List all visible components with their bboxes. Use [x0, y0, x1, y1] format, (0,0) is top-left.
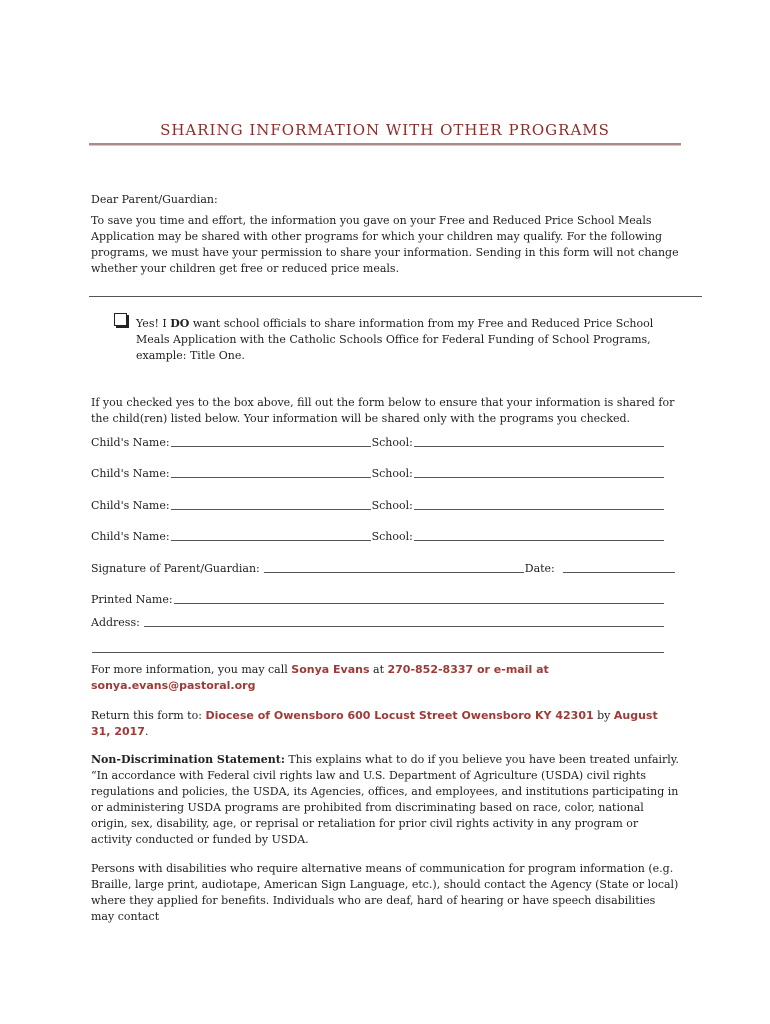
- school-label: School:: [371, 467, 413, 480]
- child-name-field[interactable]: [171, 445, 371, 447]
- school-field[interactable]: [414, 539, 664, 541]
- consent-checkbox[interactable]: [114, 313, 127, 326]
- instructions-paragraph: If you checked yes to the box above, fill out the form below to ensure that your information is shared for the child(ren) listed below. Your information will be shared only with the programs you checked.: [91, 396, 675, 425]
- return-end: .: [144, 725, 149, 738]
- consent-suffix: want school officials to share information from my Free and Reduced Price School Meals Application with the Catholic Schools Office for Federal Funding of School Programs, example: Title One.: [136, 317, 654, 362]
- nondiscrimination-lead: This explains what to do if you believe you have been treated unfairly.: [284, 753, 680, 766]
- child-row-4: [91, 529, 665, 543]
- child-row-2: [91, 466, 665, 480]
- school-field[interactable]: [414, 445, 664, 447]
- school-label: School:: [371, 530, 413, 543]
- return-prefix: Return this form to:: [91, 709, 206, 722]
- child-name-label: Child's Name:: [91, 499, 170, 512]
- return-by: by: [593, 709, 614, 722]
- child-name-field[interactable]: [171, 476, 371, 478]
- school-field[interactable]: [414, 476, 664, 478]
- signature-label: Signature of Parent/Guardian:: [91, 562, 260, 575]
- signature-row: [91, 561, 665, 575]
- contact-paragraph: [91, 662, 681, 694]
- intro-paragraph: To save you time and effort, the information you gave on your Free and Reduced Price School Meals Application may be shared with other programs for which your children may qualify. For the following programs, we must have your permission to share your information. Sending in this form will not change whether your children get free or reduced price meals.: [91, 214, 679, 275]
- contact-at: at: [369, 663, 388, 676]
- signature-field[interactable]: [264, 571, 524, 573]
- return-address: Diocese of Owensboro 600 Locust Street Owensboro KY 42301: [205, 709, 594, 722]
- consent-bold: DO: [170, 317, 190, 330]
- greeting: Dear Parent/Guardian:: [91, 193, 218, 206]
- section-divider: [89, 296, 702, 297]
- disabilities-paragraph: Persons with disabilities who require alternative means of communication for program information (e.g. Braille, large print, audiotape, American Sign Language, etc.), should contact the Agency (State or local) where they applied for benefits. Individuals who are deaf, hard of hearing or have speech disabilities may contact: [91, 862, 679, 923]
- contact-prefix: For more information, you may call: [91, 663, 292, 676]
- school-label: School:: [371, 499, 413, 512]
- nondiscrimination-body: “In accordance with Federal civil rights law and U.S. Department of Agriculture (USDA) civil rights regulations and policies, the USDA, its Agencies, offices, and employees, and institutions participating in or administering USDA programs are prohibited from discriminating based on race, color, national origin, sex, disability, age, or reprisal or retaliation for prior civil rights activity in any program or activity conducted or funded by USDA.: [91, 769, 679, 846]
- school-label: School:: [371, 436, 413, 449]
- title-underline: [89, 143, 681, 146]
- contact-name: Sonya Evans: [291, 663, 370, 676]
- date-field[interactable]: [563, 571, 675, 573]
- printed-name-field[interactable]: [174, 602, 664, 604]
- page-title: SHARING INFORMATION WITH OTHER PROGRAMS: [160, 121, 610, 139]
- return-paragraph: [91, 708, 681, 740]
- nondiscrimination-heading: Non-Discrimination Statement:: [91, 753, 285, 766]
- contact-phone: 270-852-8337 or e-mail at: [387, 663, 549, 676]
- child-name-label: Child's Name:: [91, 530, 170, 543]
- printed-name-row: [91, 592, 665, 606]
- contact-email[interactable]: sonya.evans@pastoral.org: [91, 679, 256, 692]
- child-name-field[interactable]: [171, 508, 371, 510]
- child-name-label: Child's Name:: [91, 436, 170, 449]
- nondiscrimination-paragraph: [91, 752, 681, 848]
- address-row: [91, 615, 665, 629]
- address-field-2[interactable]: [92, 651, 664, 653]
- child-row-3: [91, 498, 665, 512]
- child-name-label: Child's Name:: [91, 467, 170, 480]
- consent-prefix: Yes! I: [136, 317, 171, 330]
- consent-statement: [136, 316, 681, 364]
- address-row-2: [91, 641, 665, 655]
- child-row-1: [91, 435, 665, 449]
- child-name-field[interactable]: [171, 539, 371, 541]
- school-field[interactable]: [414, 508, 664, 510]
- return-deadline: August 31, 2017: [91, 709, 658, 738]
- printed-name-label: Printed Name:: [91, 593, 173, 606]
- address-field[interactable]: [144, 625, 664, 627]
- date-label: Date:: [524, 562, 555, 575]
- address-label: Address:: [91, 616, 140, 629]
